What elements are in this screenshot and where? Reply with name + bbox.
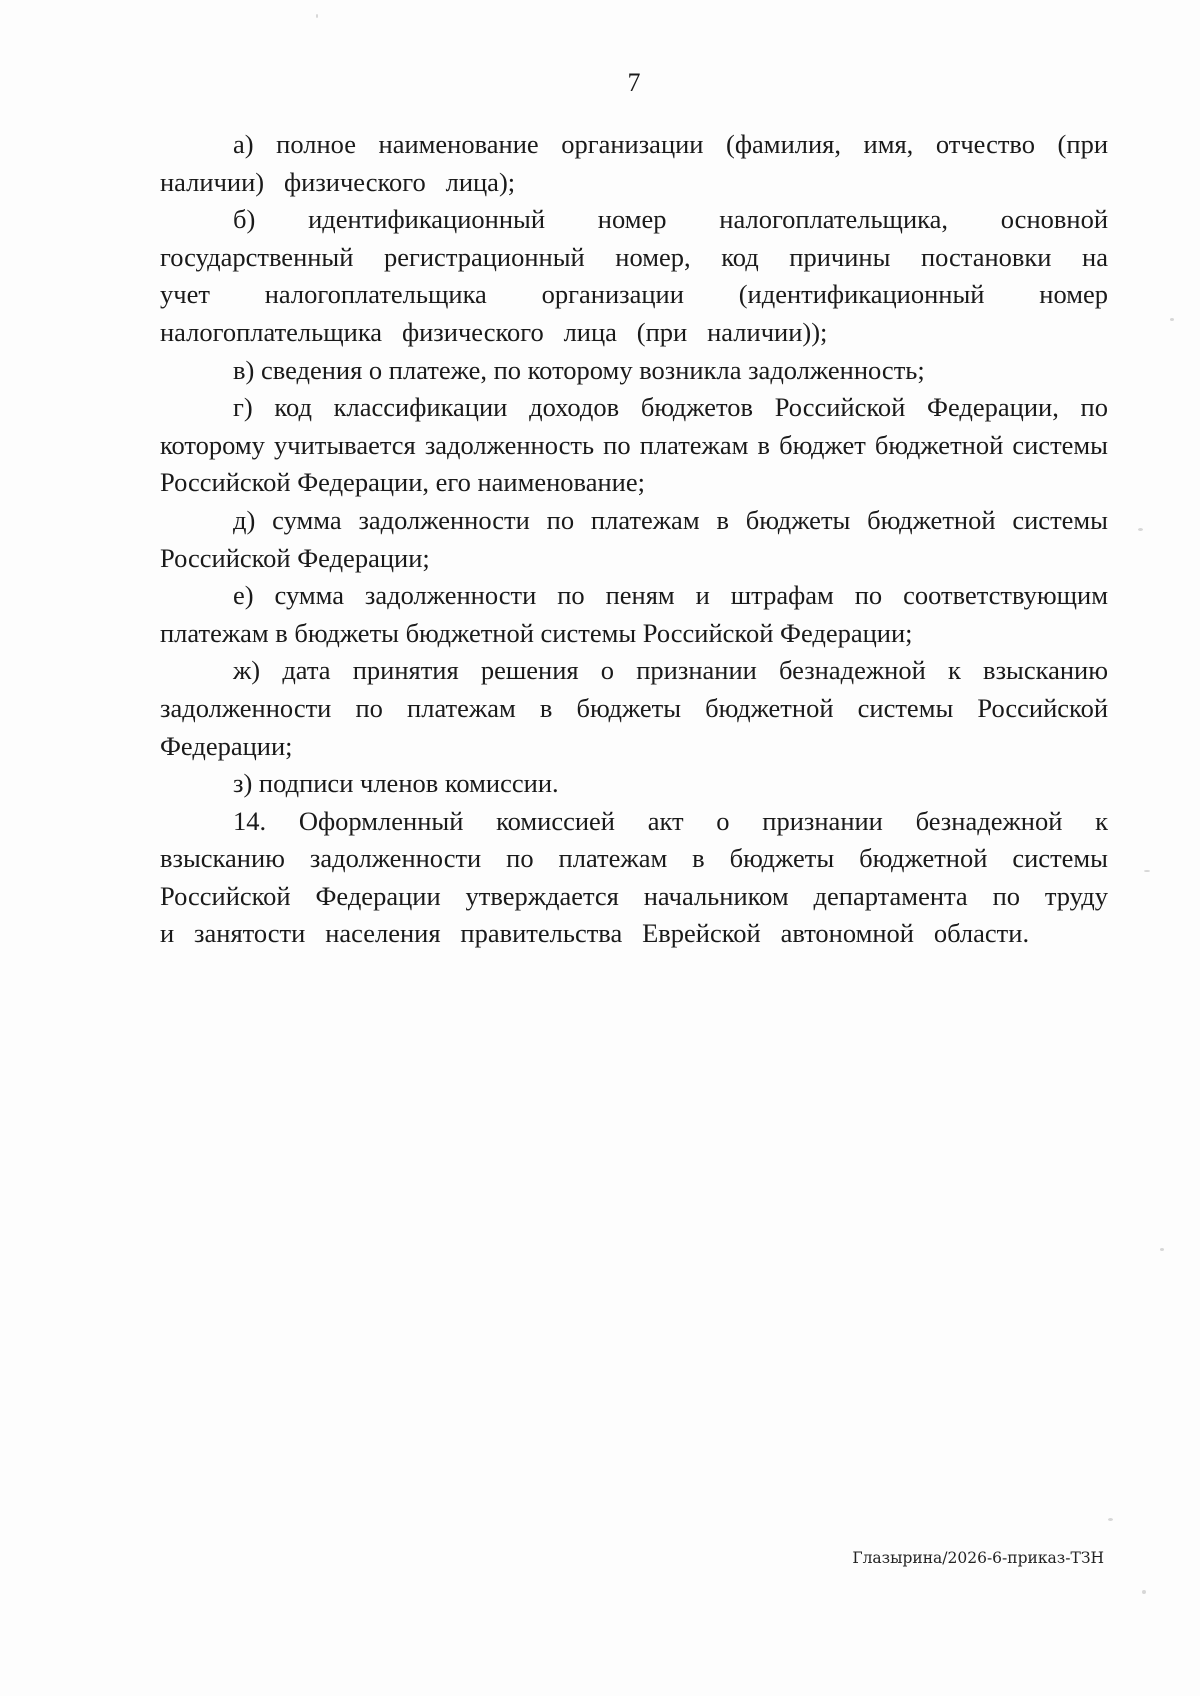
paragraph-item-z: з) подписи членов комиссии. xyxy=(233,768,559,799)
paragraph-item-g: г) код классификации доходов бюджетов Российской Федерации, по которому учитывается задолженность по платежам в бюджет бюджетной системы Российской Федерации, его наименование; xyxy=(160,392,1108,498)
paragraph-item-a: а) полное наименование организации (фамилия, имя, отчество (при наличии) физического лица); xyxy=(160,129,1108,197)
paragraph-item-e: е) сумма задолженности по пеням и штрафам по соответствующим платежам в бюджеты бюджетной системы Российской Федерации; xyxy=(160,580,1108,648)
paragraph-item-b: б) идентификационный номер налогоплательщика, основной государственный регистрационный номер, код причины постановки на учет налогоплательщика организации (идентификационный номер налогоплательщика физического лица (при наличии)); xyxy=(160,204,1108,347)
scan-speck xyxy=(1108,1518,1113,1521)
scan-speck xyxy=(1138,528,1143,531)
scan-speck xyxy=(316,14,318,18)
paragraph-item-v: в) сведения о платеже, по которому возникла задолженность; xyxy=(233,354,925,385)
scan-speck xyxy=(1144,870,1150,872)
scan-speck xyxy=(1170,318,1174,321)
paragraph-clause-14: 14. Оформленный комиссией акт о признании безнадежной к взысканию задолженности по платежам в бюджеты бюджетной системы Российской Федерации утверждается начальником департамента по труду и занятости населения правительства Еврейской автономной области. xyxy=(160,805,1108,949)
scan-speck xyxy=(1160,1248,1164,1251)
document-body xyxy=(160,126,1108,953)
document-reference-code: Глазырина/2026-6-приказ-ТЗН xyxy=(852,1549,1104,1567)
paragraph-item-zh: ж) дата принятия решения о признании безнадежной к взысканию задолженности по платежам в бюджеты бюджетной системы Российской Федерации; xyxy=(160,655,1108,761)
scan-speck xyxy=(1142,1590,1146,1594)
paragraph-item-d: д) сумма задолженности по платежам в бюджеты бюджетной системы Российской Федерации; xyxy=(160,504,1108,573)
page-number: 7 xyxy=(627,68,641,97)
